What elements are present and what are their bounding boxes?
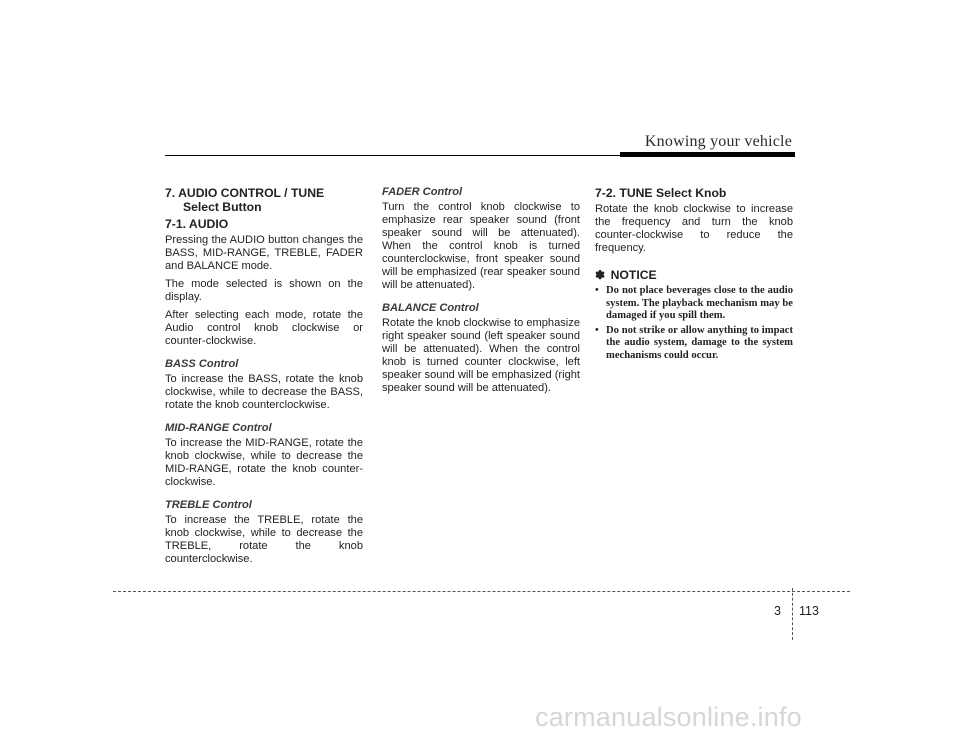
- asterisk-icon: ✽: [595, 268, 606, 282]
- mid-range-control-text: To increase the MID-RANGE, rotate the knob clockwise, while to decrease the MID-RANGE, rotate the knob counter-clockwise.: [165, 437, 363, 488]
- bass-control-text: To increase the BASS, rotate the knob clockwise, while to decrease the BASS, rotate the knob counterclockwise.: [165, 373, 363, 411]
- paragraph: The mode selected is shown on the display.: [165, 278, 363, 303]
- treble-control-heading: TREBLE Control: [165, 499, 252, 511]
- mid-range-control-heading: MID-RANGE Control: [165, 422, 272, 434]
- column-2: [382, 186, 580, 400]
- fader-control-heading: FADER Control: [382, 186, 463, 198]
- watermark-text: carmanualsonline.info: [535, 702, 802, 732]
- section-heading: 7. AUDIO CONTROL / TUNE Select Button: [165, 186, 325, 214]
- bullet-icon: •: [595, 285, 599, 296]
- chapter-number: 3: [774, 604, 781, 618]
- treble-control-text: To increase the TREBLE, rotate the knob clockwise, while to decrease the TREBLE, rotate the knob counterclockwise.: [165, 514, 363, 565]
- column-1: [165, 186, 363, 571]
- bass-control-heading: BASS Control: [165, 358, 239, 370]
- paragraph: Pressing the AUDIO button changes the BASS, MID-RANGE, TREBLE, FADER and BALANCE mode.: [165, 234, 363, 272]
- notice-heading: [595, 269, 793, 282]
- balance-control-text: Rotate the knob clockwise to emphasize right speaker sound (left speaker sound will be attenuated). When the control knob is turned counter clockwise, left speaker sound will be emphasized (right speaker sound will be attenuated).: [382, 317, 580, 394]
- header-accent-bar: [620, 152, 795, 157]
- bullet-icon: •: [595, 324, 599, 336]
- fader-control-text: Turn the control knob clockwise to emphasize rear speaker sound (front speaker sound will be attenuated). When the control knob is turned counterclockwise, front speaker sound will be emphasized (rear speaker sound will be attenuated).: [382, 201, 580, 291]
- subsection-heading-audio: 7-1. AUDIO: [165, 217, 229, 231]
- footer-dashed-rule: [113, 591, 850, 592]
- notice-item-text: Do not place beverages close to the audio system. The playback mechanism may be damaged if you spill them.: [606, 285, 793, 321]
- list-item: [595, 285, 793, 323]
- page-number: 113: [799, 604, 819, 618]
- tune-text: Rotate the knob clockwise to increase the frequency and turn the knob counter-clockwise to reduce the frequency.: [595, 203, 793, 254]
- notice-list: [595, 285, 793, 362]
- list-item: [595, 325, 793, 363]
- subsection-heading-tune: 7-2. TUNE Select Knob: [595, 186, 727, 200]
- paragraph: After selecting each mode, rotate the Audio control knob clockwise or counter-clockwise.: [165, 309, 363, 347]
- balance-control-heading: BALANCE Control: [382, 302, 479, 314]
- footer-vertical-rule: [792, 588, 793, 640]
- section-title: Knowing your vehicle: [644, 133, 792, 150]
- notice-label: NOTICE: [610, 268, 657, 282]
- notice-item-text: Do not strike or allow anything to impact the audio system, damage to the system mechanisms could occur.: [606, 324, 793, 361]
- column-3: [595, 186, 793, 364]
